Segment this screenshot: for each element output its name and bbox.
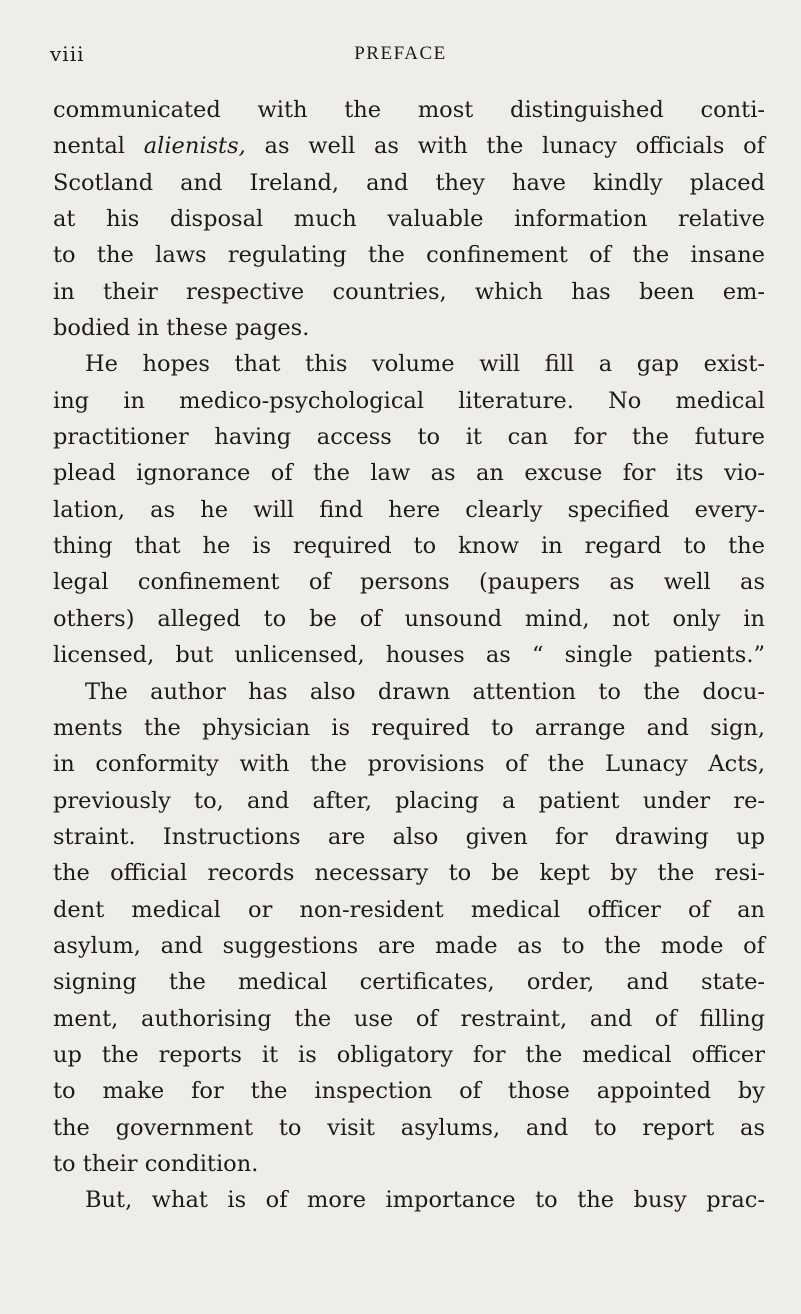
text-line: thing that he is required to know in regard to the: [53, 533, 765, 560]
text-line: dent medical or non-resident medical officer of an: [53, 896, 765, 923]
text-line: communicated with the most distinguished conti-: [53, 97, 765, 123]
text-line: practitioner having access to it can for the future: [53, 424, 765, 451]
text-line: the government to visit asylums, and to report as: [53, 1114, 765, 1141]
text-line: ments the physician is required to arrange and sign,: [53, 714, 765, 741]
italic-term: alienists,: [143, 133, 246, 160]
text-line: the official records necessary to be kept by the resi-: [53, 860, 765, 887]
text-line: others) alleged to be of unsound mind, not only in: [53, 605, 765, 632]
running-title: PREFACE: [354, 43, 447, 64]
text-line: to their condition.: [53, 1150, 259, 1177]
text-line: Scotland and Ireland, and they have kindly placed: [53, 169, 765, 196]
page-number: viii: [50, 42, 85, 66]
paragraph-start-line: The author has also drawn attention to the docu-: [85, 678, 765, 705]
paragraph-start-line: But, what is of more importance to the busy prac-: [85, 1187, 765, 1214]
text-line: nental alienists, as well as with the lunacy officials of: [53, 133, 765, 160]
text-line: straint. Instructions are also given for drawing up: [53, 823, 765, 850]
text-line: signing the medical certificates, order, and state-: [53, 969, 765, 996]
text-line: asylum, and suggestions are made as to the mode of: [53, 932, 765, 959]
text-line: at his disposal much valuable information relative: [53, 206, 765, 233]
text-line: bodied in these pages.: [53, 315, 310, 342]
paragraph-start-line: He hopes that this volume will fill a gap exist-: [85, 351, 765, 378]
text-line: plead ignorance of the law as an excuse for its vio-: [53, 460, 765, 487]
preface-body: [53, 92, 765, 1219]
text-line: up the reports it is obligatory for the medical officer: [53, 1041, 765, 1068]
text-line: licensed, but unlicensed, houses as “ single patients.”: [53, 642, 765, 669]
text-line: in their respective countries, which has been em-: [53, 278, 765, 305]
text-line: ing in medico-psychological literature. No medical: [53, 387, 765, 414]
text-line: legal confinement of persons (paupers as well as: [53, 569, 765, 596]
text-line: to the laws regulating the confinement of the insane: [53, 242, 765, 269]
text-line: ment, authorising the use of restraint, and of filling: [53, 1005, 765, 1032]
text-line: to make for the inspection of those appointed by: [53, 1078, 765, 1105]
text-line: in conformity with the provisions of the Lunacy Acts,: [53, 751, 765, 778]
text-line: previously to, and after, placing a patient under re-: [53, 787, 765, 814]
text-line: lation, as he will find here clearly specified every-: [53, 496, 765, 523]
